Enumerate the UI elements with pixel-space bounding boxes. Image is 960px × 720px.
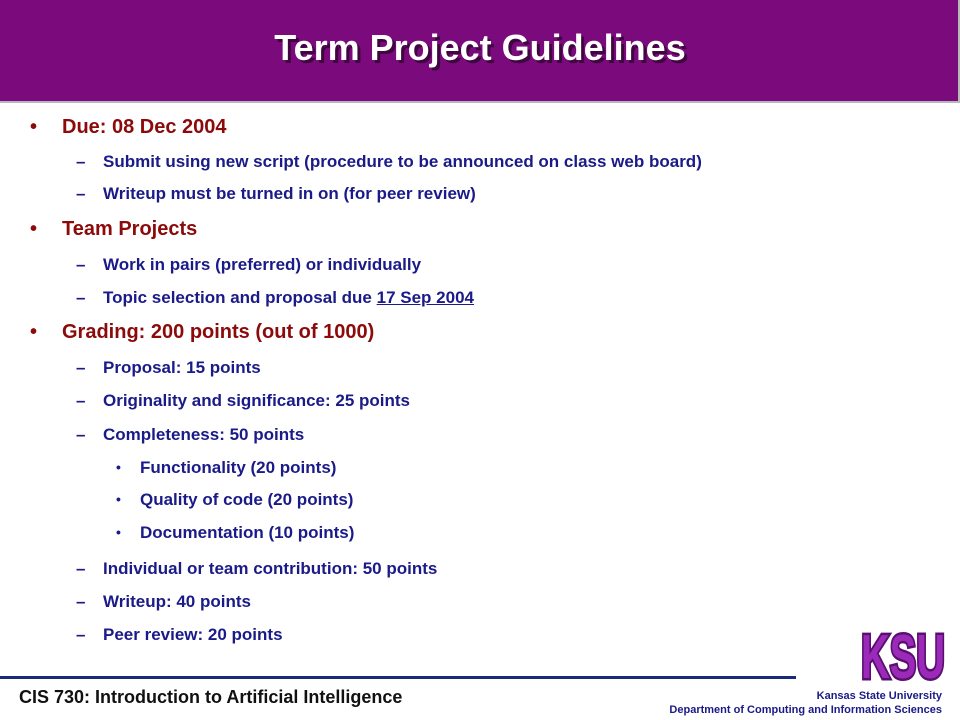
logo-text: KSU (861, 623, 945, 684)
bullet-marker: • (30, 218, 38, 240)
bullet-marker: • (30, 116, 38, 138)
footer-institution (669, 689, 942, 717)
topic-text: Topic selection and proposal due (103, 288, 377, 307)
sub-item-text: Writeup: 40 points (103, 592, 251, 611)
dash-marker: – (76, 255, 86, 274)
sub-item-text (103, 288, 474, 308)
sub-item-text: Work in pairs (preferred) or individually (103, 255, 422, 274)
sub-item-text: Completeness: 50 points (103, 425, 305, 444)
course-title: CIS 730: Introduction to Artificial Intelligence (19, 687, 403, 707)
bullet-marker: • (30, 321, 38, 343)
sub-sub-item-text: Quality of code (20 points) (140, 490, 354, 509)
sub-sub-item-text: Functionality (20 points) (140, 458, 337, 477)
sub-sub-item-text: Documentation (10 points) (140, 523, 355, 542)
sub-item-text: Individual or team contribution: 50 points (103, 559, 438, 578)
dash-marker: – (76, 391, 86, 410)
dash-marker: – (76, 559, 86, 578)
logo-outline: KSU (861, 623, 945, 684)
bullet-text: Due: 08 Dec 2004 (62, 116, 227, 138)
dash-marker: – (76, 358, 86, 377)
due-date-link[interactable]: 17 Sep 2004 (376, 288, 474, 307)
dash-marker: – (76, 625, 86, 644)
bullet-text: Grading: 200 points (out of 1000) (62, 321, 375, 343)
university-name: Kansas State University (816, 690, 942, 702)
dash-marker: – (76, 425, 86, 444)
sub-item-text: Peer review: 20 points (103, 625, 283, 644)
sub-item-text: Originality and significance: 25 points (103, 391, 411, 410)
dash-marker: – (76, 592, 86, 611)
sub-item-text: Submit using new script (procedure to be announced on class web board) (103, 152, 702, 171)
bullet-text: Team Projects (62, 218, 198, 240)
ksu-logo (856, 620, 946, 684)
bullet-marker: • (116, 524, 121, 540)
sub-item-text: Proposal: 15 points (103, 358, 261, 377)
slide-title: Term Project Guidelines (274, 27, 686, 68)
dash-marker: – (76, 288, 86, 307)
department-name: Department of Computing and Information Sciences (669, 704, 942, 716)
dash-marker: – (76, 184, 86, 203)
dash-marker: – (76, 152, 86, 171)
sub-item-text: Writeup must be turned in on (for peer review) (103, 184, 476, 203)
bullet-marker: • (116, 491, 121, 507)
bullet-marker: • (116, 459, 121, 475)
footer-divider (0, 676, 796, 679)
